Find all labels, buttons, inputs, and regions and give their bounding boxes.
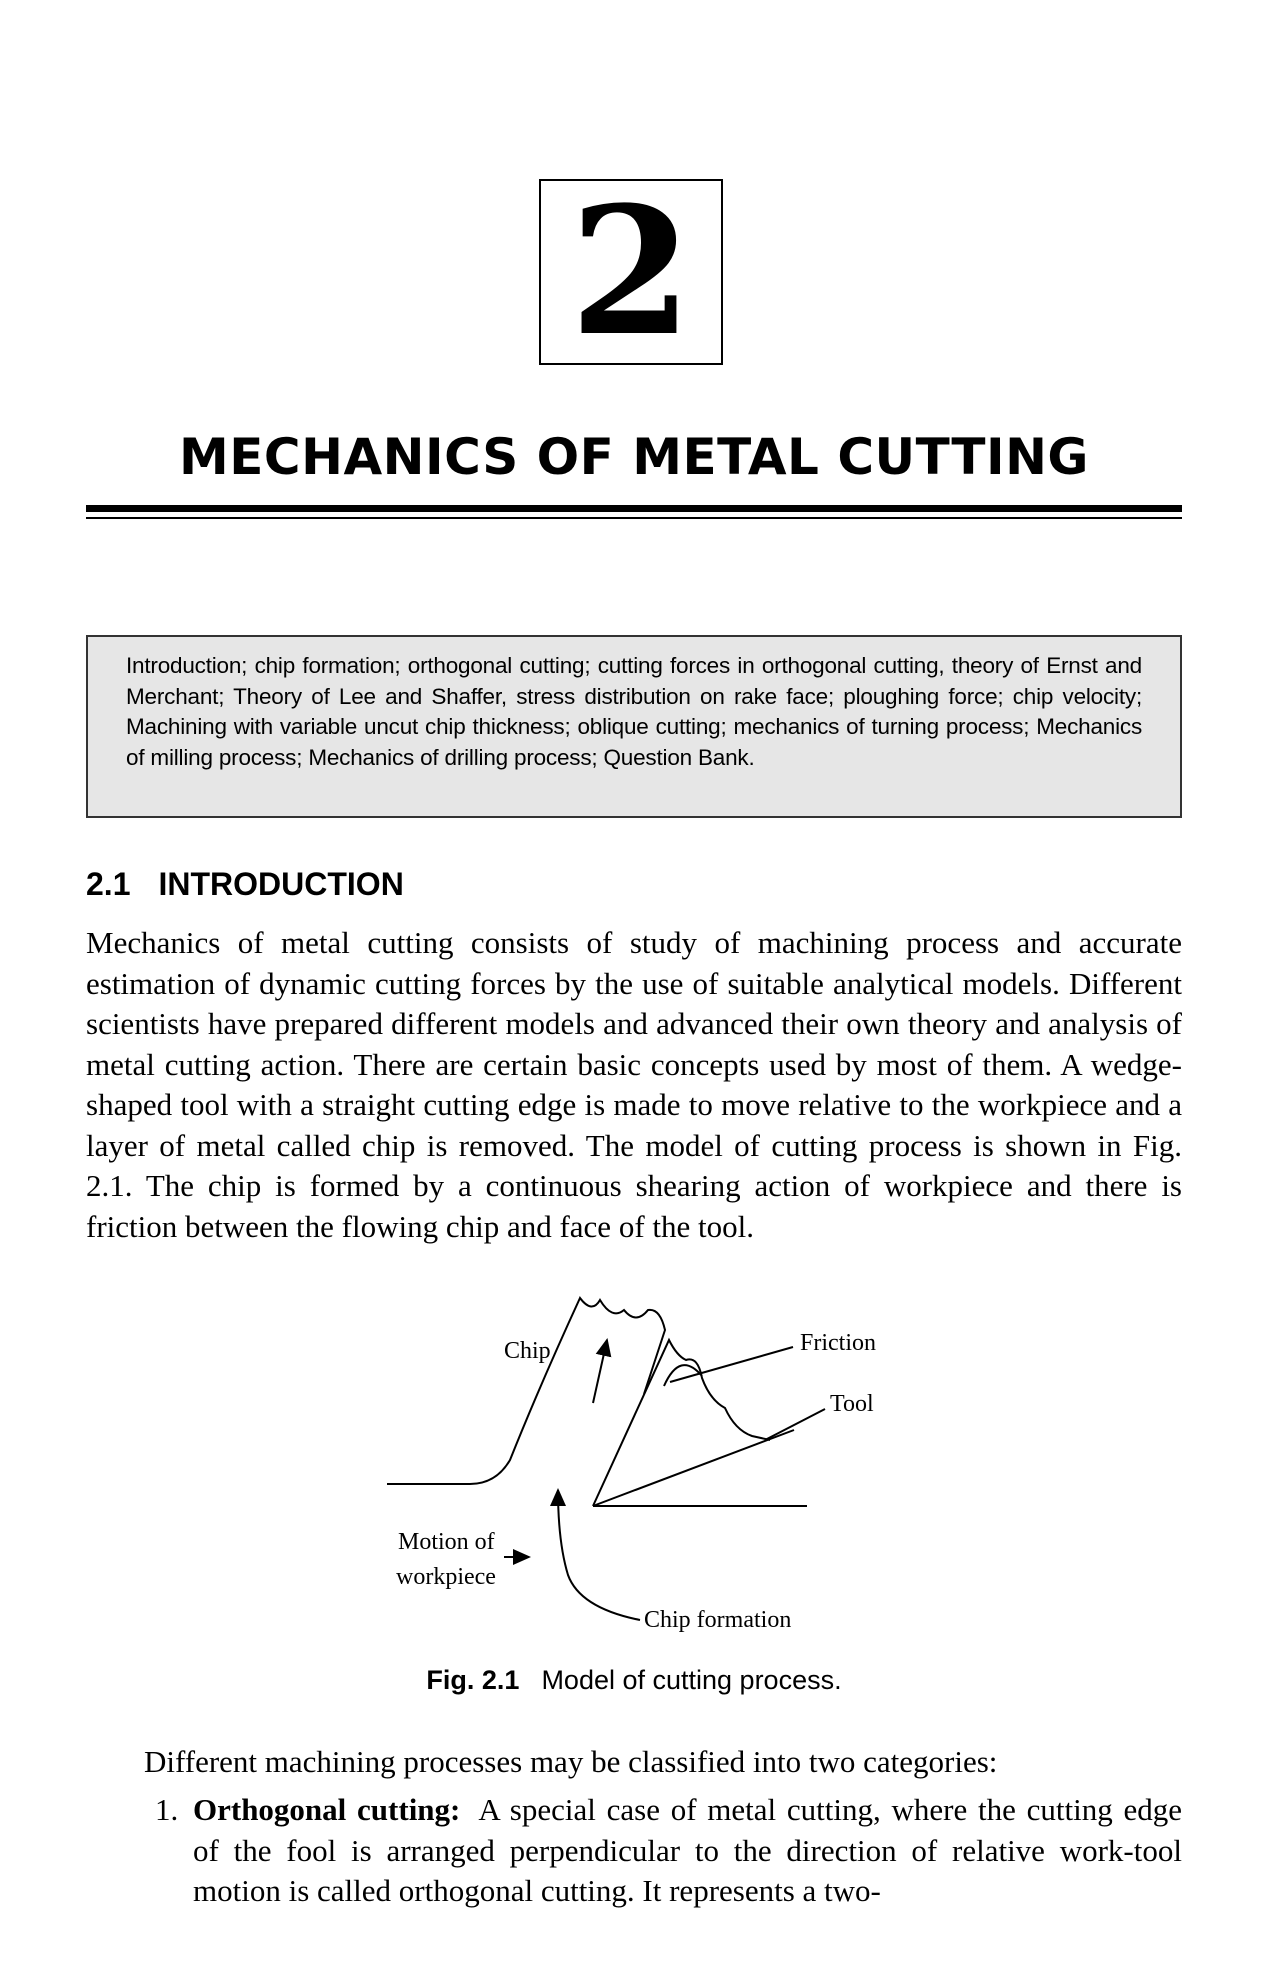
motion-label-line1: Motion of <box>398 1529 495 1555</box>
section-number: 2.1 <box>86 866 131 902</box>
cutting-process-figure <box>380 1290 900 1640</box>
intro-paragraph: Mechanics of metal cutting consists of study of machining process and accurate estimation of dynamic cutting forces by the use of suitable analytical models. Different scientists have prepared different models and advanced their own theory and analysis of metal cutting action. There are certain basic concepts used by most of them. A wedge-shaped tool with a straight cutting edge is made to move relative to the workpiece and a layer of metal called chip is removed. The model of cutting process is shown in Fig. 2.1. The chip is formed by a continuous shearing action of workpiece and there is friction between the flowing chip and face of the tool. <box>86 925 1182 1244</box>
chapter-number-box <box>539 168 723 375</box>
workpiece-surface-left <box>387 1298 665 1484</box>
motion-label-line2: workpiece <box>396 1564 496 1590</box>
section-title: INTRODUCTION <box>158 866 404 902</box>
chapter-number: 2 <box>569 168 693 375</box>
chip-formation-label: Chip formation <box>644 1607 792 1633</box>
list-item-marker: 1. <box>155 1792 179 1827</box>
figure-caption-number: Fig. 2.1 <box>426 1665 520 1695</box>
chapter-topics-box <box>86 635 1182 818</box>
friction-leader-line <box>670 1347 793 1382</box>
chip-flow-arrow <box>593 1340 607 1403</box>
list-item <box>155 1790 1182 1912</box>
chip-formation-curve <box>558 1490 640 1620</box>
cutting-process-diagram <box>380 1290 900 1640</box>
figure-caption-text: Model of cutting process. <box>541 1665 842 1695</box>
title-rule-thin <box>86 517 1182 519</box>
list-item-term: Orthogonal cutting: <box>193 1792 461 1827</box>
figure-caption <box>86 1665 1182 1696</box>
classification-intro: Different machining processes may be classified into two categories: <box>144 1744 998 1779</box>
chapter-title: MECHANICS OF METAL CUTTING <box>179 428 1089 486</box>
chapter-topics-text: Introduction; chip formation; orthogonal cutting; cutting forces in orthogonal cutting, theory of Ernst and Merchant; Theory of Lee and Shaffer, stress distribution on rake face; ploughing force; chip velocity; Machining with variable uncut chip thickness; oblique cutting; mechanics of turning process; Mechanics of milling process; Mechanics of drilling process; Question Bank. <box>126 653 1142 770</box>
tool-label: Tool <box>830 1391 874 1417</box>
chip-label: Chip <box>504 1338 551 1364</box>
list-item-text: A special case of metal cutting, where the cutting edge of the fool is arranged perpendicular to the direction of relative work-tool motion is called orthogonal cutting. It represents a two- <box>193 1792 1182 1908</box>
tool-leader-line <box>765 1409 825 1440</box>
section-heading <box>86 866 404 903</box>
title-rule-thick <box>86 505 1182 512</box>
friction-label: Friction <box>800 1330 876 1356</box>
